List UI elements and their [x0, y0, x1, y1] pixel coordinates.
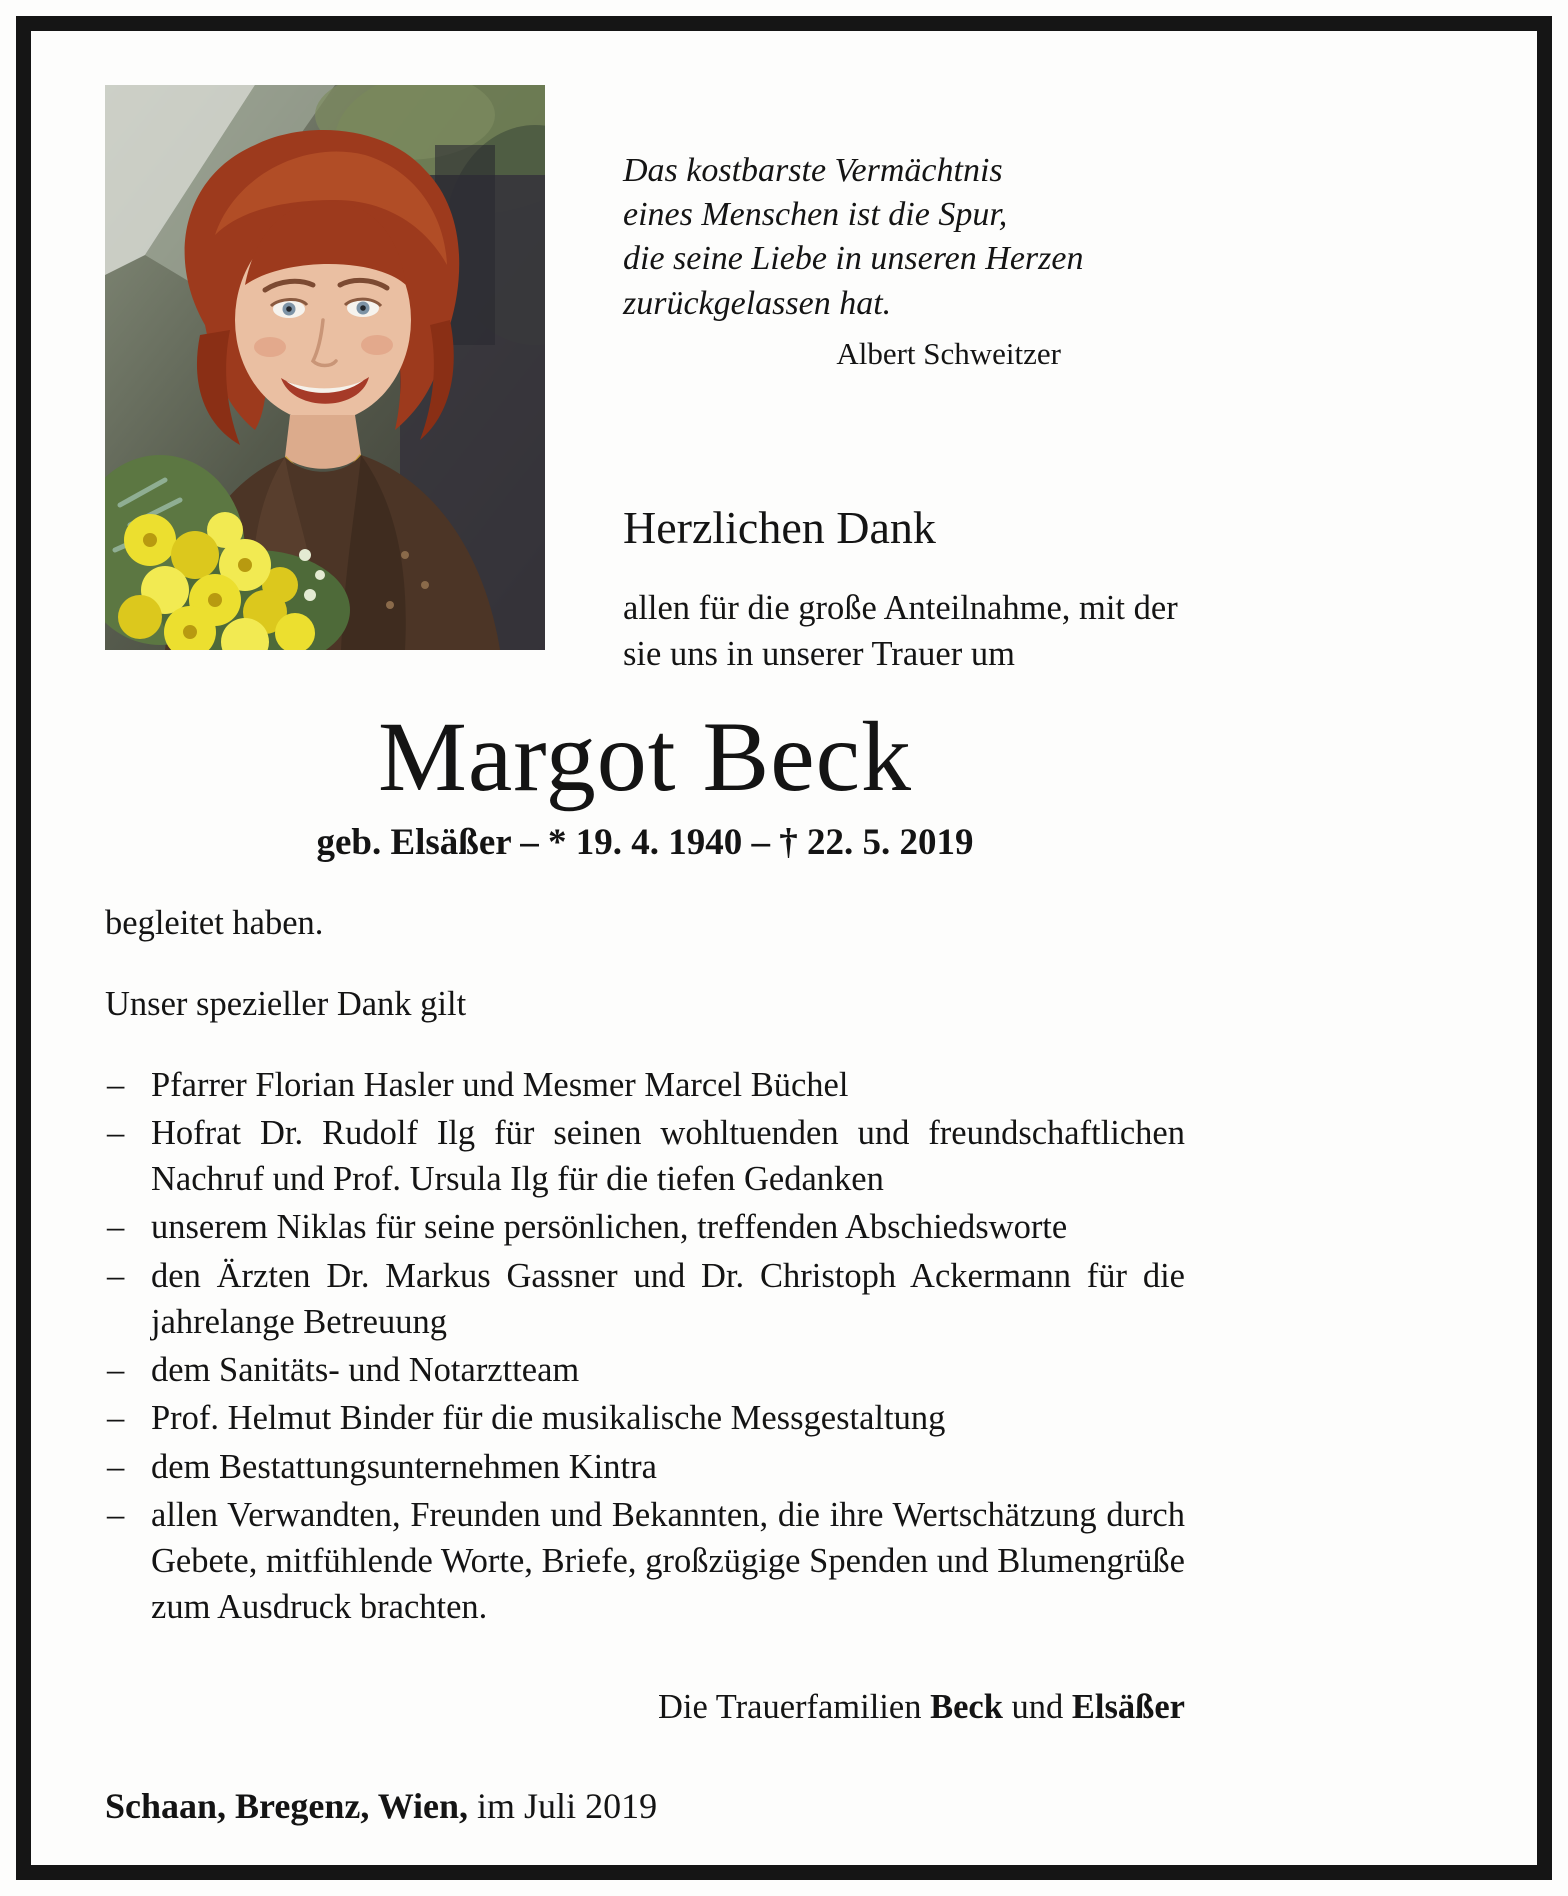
thanks-heading: Herzlichen Dank	[623, 502, 936, 554]
list-item-text: allen Verwandten, Freunden und Bekannten, die ihre Wertschätzung durch Gebete, mitfühlende Worte, Briefe, großzügige Spenden und Blumengrüße zum Ausdruck brachten.	[151, 1495, 1185, 1627]
list-item-text: dem Bestattungsunternehmen Kintra	[151, 1447, 657, 1486]
family-line-prefix: Die Trauerfamilien	[657, 1688, 931, 1727]
continuation-text: begleitet haben.	[105, 904, 324, 943]
family-name-beck: Beck	[930, 1688, 1003, 1727]
dash-bullet: –	[107, 1399, 125, 1438]
list-item	[105, 1444, 1185, 1490]
obituary-content	[105, 85, 1185, 1827]
list-item	[105, 1492, 1185, 1631]
list-item-text: Hofrat Dr. Rudolf Ilg für seinen wohltuenden und freundschaftlichen Nachruf und Prof. Ursula Ilg für die tiefen Gedanken	[151, 1114, 1185, 1199]
list-item	[105, 1347, 1185, 1393]
quote-line: Das kostbarste Vermächtnis	[623, 152, 1003, 189]
places-text: Schaan, Bregenz, Wien,	[105, 1786, 469, 1827]
deceased-name: Margot Beck	[377, 701, 913, 813]
special-thanks-intro: Unser spezieller Dank gilt	[105, 985, 467, 1024]
dash-bullet: –	[107, 1114, 125, 1153]
quote-line: die seine Liebe in unseren Herzen	[623, 240, 1084, 278]
list-item	[105, 1204, 1185, 1250]
list-item-text: Pfarrer Florian Hasler und Mesmer Marcel Büchel	[151, 1065, 849, 1104]
dash-bullet: –	[107, 1256, 125, 1295]
portrait-photo	[105, 85, 545, 650]
list-item-text: Prof. Helmut Binder für die musikalische Messgestaltung	[151, 1399, 946, 1438]
date-text: im Juli 2019	[468, 1786, 658, 1827]
dash-bullet: –	[107, 1065, 125, 1104]
place-date-line	[105, 1785, 1185, 1827]
mourning-families-line	[105, 1688, 1185, 1727]
top-right-column	[623, 85, 1185, 677]
list-item	[105, 1253, 1185, 1345]
intro-line: allen für die große Anteilnahme, mit der	[623, 588, 1178, 627]
intro-text	[623, 585, 1185, 677]
dash-bullet: –	[107, 1447, 125, 1486]
list-item-text: unserem Niklas für seine persönlichen, treffenden Abschiedsworte	[151, 1208, 1068, 1247]
list-item-text: dem Sanitäts- und Notarztteam	[151, 1351, 580, 1390]
top-section	[105, 85, 1185, 677]
memorial-quote	[623, 149, 1185, 374]
list-item-text: den Ärzten Dr. Markus Gassner und Dr. Christoph Ackermann für die jahrelange Betreuung	[151, 1256, 1185, 1341]
family-name-elsaesser: Elsäßer	[1071, 1688, 1185, 1727]
dash-bullet: –	[107, 1208, 125, 1247]
list-item	[105, 1062, 1185, 1108]
intro-line: sie uns in unserer Trauer um	[623, 635, 1015, 674]
list-item	[105, 1110, 1185, 1202]
dash-bullet: –	[107, 1351, 125, 1390]
quote-line: zurückgelassen hat.	[623, 284, 892, 322]
quote-line: eines Menschen ist die Spur,	[623, 196, 1008, 234]
list-item	[105, 1395, 1185, 1441]
family-line-connector: und	[1002, 1688, 1072, 1727]
birth-death-dates: geb. Elsäßer – * 19. 4. 1940 – † 22. 5. 2019	[316, 822, 974, 864]
quote-attribution: Albert Schweitzer	[836, 335, 1061, 371]
dash-bullet: –	[107, 1495, 125, 1534]
thanks-list	[105, 1062, 1185, 1631]
portrait-illustration	[105, 85, 545, 650]
